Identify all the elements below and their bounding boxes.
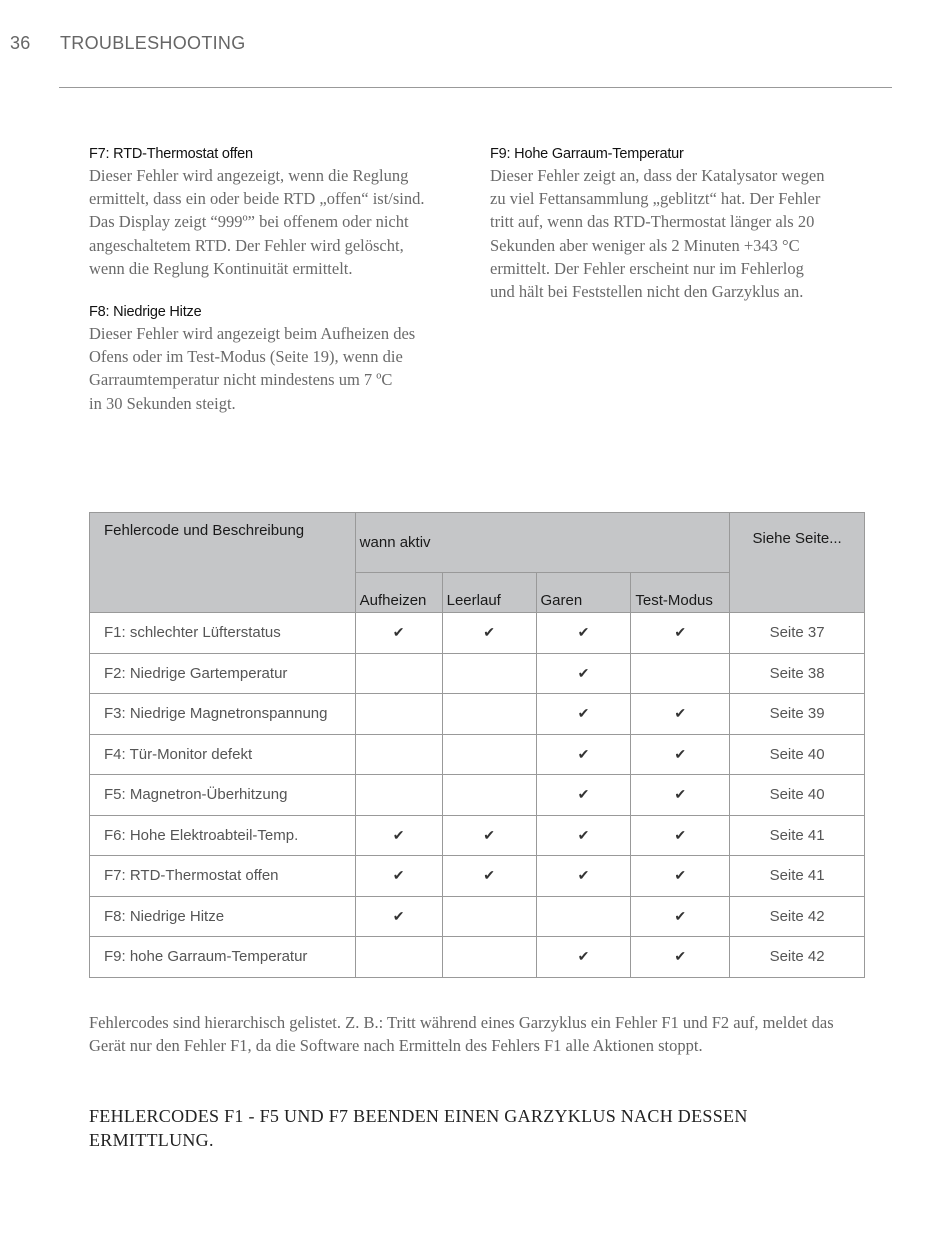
subheader-garen: Garen xyxy=(536,573,631,613)
check-cell xyxy=(536,856,631,897)
checkmark-icon: ✔ xyxy=(674,826,687,843)
page-ref-cell: Seite 40 xyxy=(730,775,865,816)
check-cell xyxy=(355,694,442,735)
check-cell xyxy=(631,775,730,816)
error-body: Dieser Fehler wird angezeigt beim Aufheizen des Ofens oder im Test-Modus (Seite 19), wenn die Garraumtemperatur nicht mindestens um 7 ºC in 30 Sekunden steigt. xyxy=(89,324,416,413)
right-column xyxy=(490,145,850,303)
page-ref-cell: Seite 41 xyxy=(730,856,865,897)
subheader-aufheizen: Aufheizen xyxy=(355,573,442,613)
table-row xyxy=(90,613,865,654)
subheader-leerlauf: Leerlauf xyxy=(442,573,536,613)
header-see-page: Siehe Seite... xyxy=(730,513,865,613)
error-code-table xyxy=(89,512,865,978)
error-code-cell: F8: Niedrige Hitze xyxy=(90,896,356,937)
error-description-f9 xyxy=(490,145,850,303)
table-row xyxy=(90,694,865,735)
checkmark-icon: ✔ xyxy=(674,745,687,762)
check-cell xyxy=(355,937,442,978)
check-cell xyxy=(631,815,730,856)
header-when-active: wann aktiv xyxy=(355,513,730,573)
checkmark-icon: ✔ xyxy=(392,624,405,641)
error-heading: F7: RTD-Thermostat offen xyxy=(89,146,253,162)
table-row xyxy=(90,653,865,694)
error-heading: F8: Niedrige Hitze xyxy=(89,304,202,321)
error-code-cell: F3: Niedrige Magnetronspannung xyxy=(90,694,356,735)
check-cell xyxy=(355,734,442,775)
check-cell xyxy=(355,653,442,694)
header-code-description: Fehlercode und Beschreibung xyxy=(90,513,356,613)
header-divider xyxy=(59,87,892,88)
checkmark-icon: ✔ xyxy=(577,705,590,722)
error-body: Dieser Fehler zeigt an, dass der Katalysator wegen zu viel Fettansammlung „geblitzt“ hat. Der Fehler tritt auf, wenn das RTD-Thermostat länger als 20 Sekunden aber weniger als 2 Minuten +343 °C ermittelt. Der Fehler erscheint nur im Fehlerlog und hält bei Feststellen nicht den Garzyklus an. xyxy=(490,166,825,302)
table-row xyxy=(90,856,865,897)
check-cell xyxy=(536,653,631,694)
checkmark-icon: ✔ xyxy=(577,664,590,681)
check-cell xyxy=(536,694,631,735)
error-code-cell: F1: schlechter Lüfterstatus xyxy=(90,613,356,654)
check-cell xyxy=(536,775,631,816)
check-cell xyxy=(631,734,730,775)
error-description-f8 xyxy=(89,303,449,415)
error-code-cell: F7: RTD-Thermostat offen xyxy=(90,856,356,897)
checkmark-icon: ✔ xyxy=(483,867,495,884)
page-ref-cell: Seite 41 xyxy=(730,815,865,856)
page-ref-cell: Seite 38 xyxy=(730,653,865,694)
check-cell xyxy=(442,613,536,654)
checkmark-icon: ✔ xyxy=(674,786,687,803)
check-cell xyxy=(355,815,442,856)
left-column xyxy=(89,145,449,415)
page-ref-cell: Seite 39 xyxy=(730,694,865,735)
checkmark-icon: ✔ xyxy=(674,948,687,965)
check-cell xyxy=(442,937,536,978)
table-row xyxy=(90,937,865,978)
checkmark-icon: ✔ xyxy=(577,948,590,965)
check-cell xyxy=(536,613,631,654)
error-body: Dieser Fehler wird angezeigt, wenn die Reglung ermittelt, dass ein oder beide RTD „offen“ ist/sind. Das Display zeigt “999º” bei offenem oder nicht angeschaltetem RTD. Der Fehler wird gelöscht, wenn die Reglung Kontinuität ermittelt. xyxy=(89,166,425,278)
table-row xyxy=(90,815,865,856)
check-cell xyxy=(442,694,536,735)
check-cell xyxy=(442,653,536,694)
error-code-cell: F5: Magnetron-Überhitzung xyxy=(90,775,356,816)
section-title: TROUBLESHOOTING xyxy=(60,33,246,53)
check-cell xyxy=(631,613,730,654)
abort-warning: FEHLERCODES F1 - F5 UND F7 BEENDEN EINEN GARZYKLUS NACH DESSEN ERMITTLUNG. xyxy=(89,1106,748,1150)
error-code-cell: F6: Hohe Elektroabteil-Temp. xyxy=(90,815,356,856)
checkmark-icon: ✔ xyxy=(674,624,687,641)
table-row xyxy=(90,896,865,937)
page-ref-cell: Seite 40 xyxy=(730,734,865,775)
checkmark-icon: ✔ xyxy=(674,867,687,884)
check-cell xyxy=(355,856,442,897)
table-row xyxy=(90,775,865,816)
check-cell xyxy=(631,856,730,897)
page-ref-cell: Seite 37 xyxy=(730,613,865,654)
checkmark-icon: ✔ xyxy=(392,867,405,884)
page-header xyxy=(10,33,246,54)
check-cell xyxy=(442,775,536,816)
error-code-cell: F4: Tür-Monitor defekt xyxy=(90,734,356,775)
check-cell xyxy=(442,896,536,937)
check-cell xyxy=(631,653,730,694)
error-heading: F9: Hohe Garraum-Temperatur xyxy=(490,146,684,162)
check-cell xyxy=(536,734,631,775)
table-row xyxy=(90,734,865,775)
check-cell xyxy=(355,613,442,654)
checkmark-icon: ✔ xyxy=(392,826,405,843)
check-cell xyxy=(631,896,730,937)
hierarchy-note: Fehlercodes sind hierarchisch gelistet. Z. B.: Tritt während eines Garzyklus ein Fehler F1 und F2 auf, meldet das Gerät nur den Fehler F1, da die Software nach Ermitteln des Fehlers F1 alle Aktionen stoppt. xyxy=(89,1013,834,1055)
checkmark-icon: ✔ xyxy=(577,826,590,843)
check-cell xyxy=(442,734,536,775)
check-cell xyxy=(631,694,730,735)
error-code-cell: F9: hohe Garraum-Temperatur xyxy=(90,937,356,978)
check-cell xyxy=(355,896,442,937)
check-cell xyxy=(631,937,730,978)
checkmark-icon: ✔ xyxy=(483,826,495,843)
page-number: 36 xyxy=(10,33,31,53)
checkmark-icon: ✔ xyxy=(577,786,590,803)
check-cell xyxy=(536,937,631,978)
error-code-cell: F2: Niedrige Gartemperatur xyxy=(90,653,356,694)
check-cell xyxy=(355,775,442,816)
checkmark-icon: ✔ xyxy=(674,907,687,924)
check-cell xyxy=(442,815,536,856)
checkmark-icon: ✔ xyxy=(483,624,495,641)
page-ref-cell: Seite 42 xyxy=(730,896,865,937)
check-cell xyxy=(536,815,631,856)
checkmark-icon: ✔ xyxy=(577,745,590,762)
check-cell xyxy=(442,856,536,897)
checkmark-icon: ✔ xyxy=(392,907,405,924)
check-cell xyxy=(536,896,631,937)
checkmark-icon: ✔ xyxy=(674,705,687,722)
checkmark-icon: ✔ xyxy=(577,624,590,641)
error-description-f7 xyxy=(89,145,449,280)
subheader-test-modus: Test-Modus xyxy=(631,573,730,613)
page-ref-cell: Seite 42 xyxy=(730,937,865,978)
checkmark-icon: ✔ xyxy=(577,867,590,884)
